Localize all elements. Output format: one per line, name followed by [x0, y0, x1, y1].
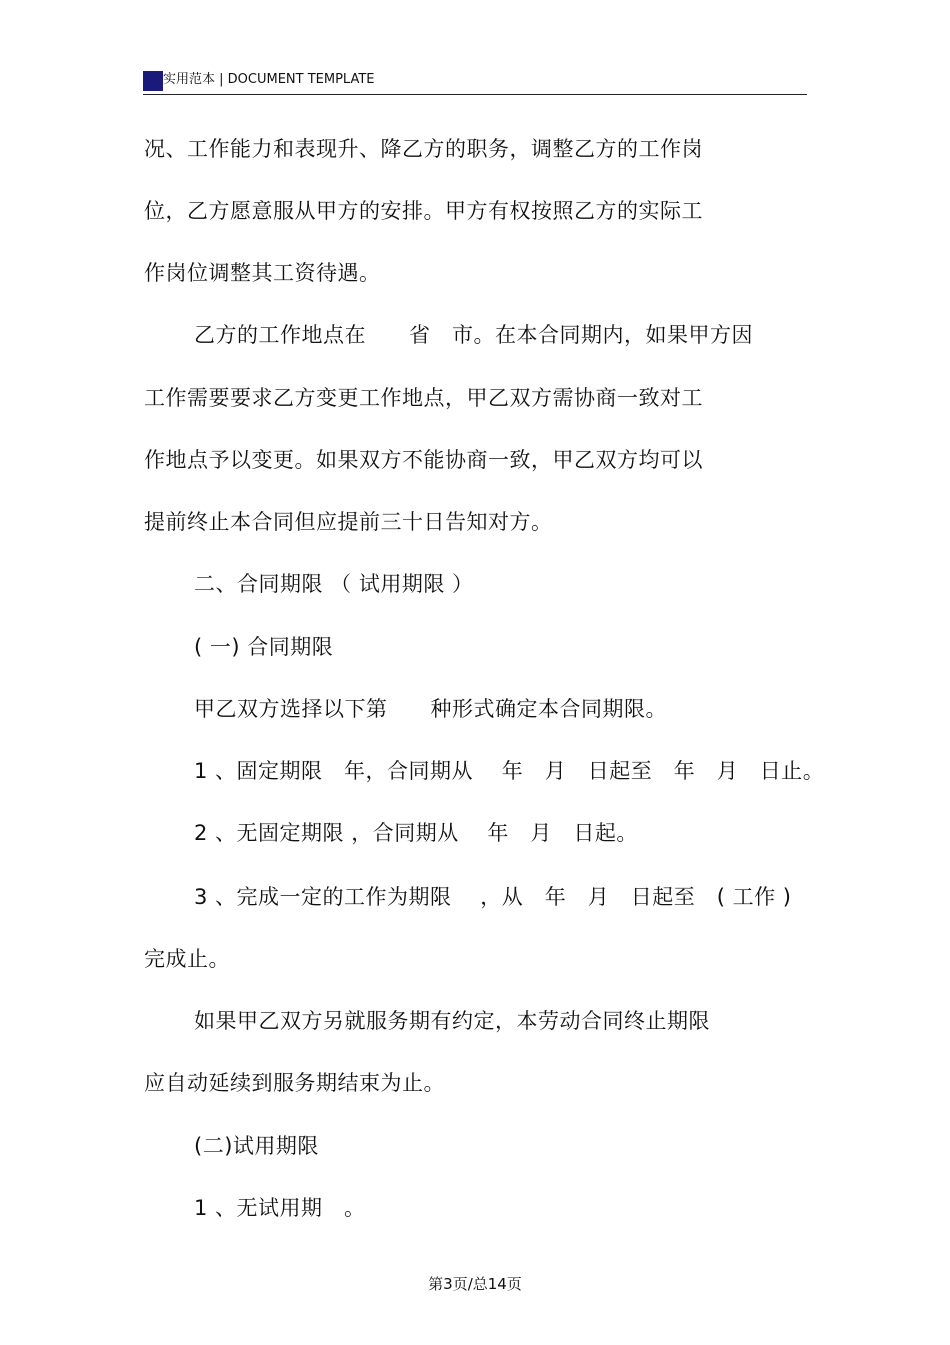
list-item: 3 、完成一定的工作为期限 ，从 年 月 日起至 ( 工作 )	[194, 885, 792, 909]
body-line: 工作需要要求乙方变更工作地点，甲乙双方需协商一致对工	[144, 386, 703, 410]
page-header	[143, 70, 807, 95]
body-line: 作岗位调整其工资待遇。	[144, 261, 381, 285]
body-line: 甲乙双方选择以下第 种形式确定本合同期限。	[194, 697, 667, 721]
body-line: 应自动延续到服务期结束为止。	[144, 1071, 445, 1095]
body-line: 乙方的工作地点在 省 市。在本合同期内，如果甲方因	[194, 323, 753, 347]
body-line: 位，乙方愿意服从甲方的安排。甲方有权按照乙方的实际工	[144, 199, 703, 223]
subsection-heading: (二)试用期限	[194, 1134, 319, 1158]
list-item: 1 、固定期限 年，合同期从 年 月 日起至 年 月 日止。	[194, 759, 825, 783]
list-item: 1 、无试用期 。	[194, 1196, 366, 1220]
list-item: 2 、无固定期限 ，合同期从 年 月 日起。	[194, 821, 638, 845]
body-line: 完成止。	[144, 947, 230, 971]
header-title: 实用范本 | DOCUMENT TEMPLATE	[163, 72, 375, 87]
header-logo-block	[143, 71, 163, 91]
section-heading: 二、合同期限 （ 试用期限 ）	[194, 572, 474, 596]
body-line: 况、工作能力和表现升、降乙方的职务，调整乙方的工作岗	[144, 137, 703, 161]
body-line: 提前终止本合同但应提前三十日告知对方。	[144, 510, 553, 534]
body-line: 作地点予以变更。如果双方不能协商一致，甲乙双方均可以	[144, 448, 703, 472]
subsection-heading: ( 一) 合同期限	[194, 635, 334, 659]
page-number: 第3页/总14页	[428, 1275, 522, 1293]
body-line: 如果甲乙双方另就服务期有约定，本劳动合同终止期限	[194, 1009, 710, 1033]
